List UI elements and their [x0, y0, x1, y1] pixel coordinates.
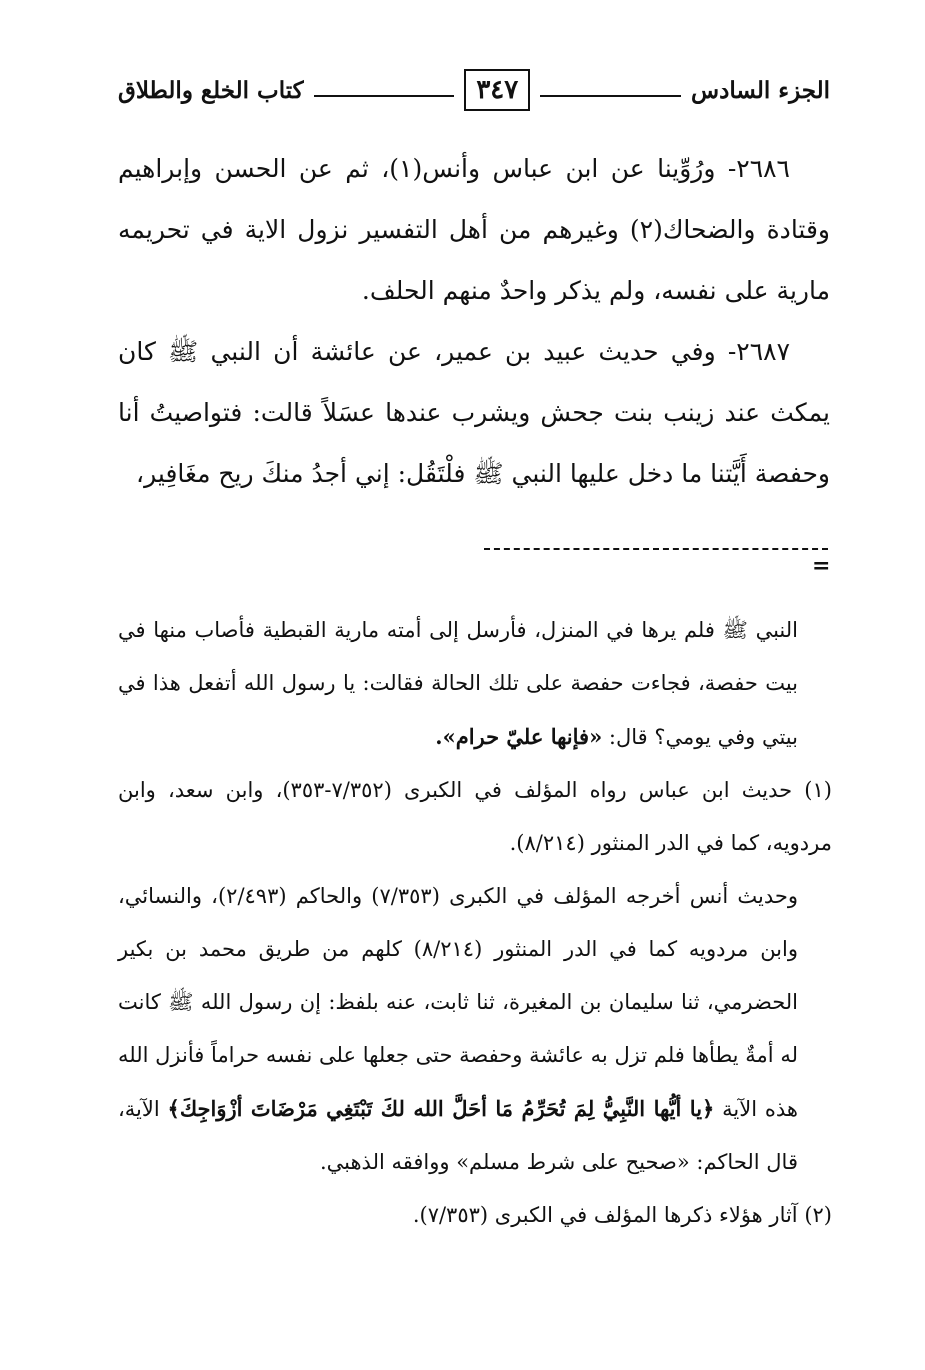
- footnote-separator: [484, 548, 828, 550]
- paragraph-2687: ٢٦٨٧- وفي حديث عبيد بن عمير، عن عائشة أن النبي ﷺ كان يمكث عند زينب بنت جحش ويشرب عندها عسَلاً قالت: فتواصيتُ أنا وحفصة أَيَّتنا ما دخل عليها النبي ﷺ فلْتَقُل: إني أجدُ منكَ ريح مغَافِير،: [118, 337, 830, 488]
- main-text: [118, 138, 830, 504]
- paragraph-2686: ٢٦٨٦- ورُوِّينا عن ابن عباس وأنس(١)، ثم عن الحسن وإبراهيم وقتادة والضحاك(٢) وغيرهم من أهل التفسير نزول الاية في تحريمه مارية على نفسه، ولم يذكر واحدٌ منهم الحلف.: [118, 154, 831, 305]
- chapter-title: كتاب الخلع والطلاق: [117, 76, 304, 104]
- page-number: ٣٤٧: [464, 69, 530, 111]
- footnote-1-text: وحديث أنس أخرجه المؤلف في الكبرى (٧/٣٥٣) والحاكم (٢/٤٩٣)، والنسائي، وابن مردويه كما في الدر المنثور (٨/٢١٤) كلهم من طريق محمد بن بكير الحضرمي، ثنا سليمان بن المغيرة، ثنا ثابت، عنه بلفظ: إن رسول الله ﷺ كانت له أمةٌ يطأها فلم تزل به عائشة وحفصة حتى جعلها على نفسه حراماً فأنزل الله هذه الآية: [118, 884, 798, 1121]
- footnote-1-tail: الآية، قال الحاكم: «صحيح على شرط مسلم» ووافقه الذهبي.: [118, 1097, 798, 1174]
- footnotes: [118, 604, 832, 1242]
- header-rule-left: [314, 95, 455, 97]
- quran-verse: ﴿يا أيُّها النَّبِيُّ لِمَ تُحَرِّمُ مَا أحَلَّ الله لكَ تَبْتَغِي مَرْضَاتَ أزْوَاجِكَ﴾: [167, 1096, 715, 1121]
- continuation-mark: =: [812, 553, 831, 579]
- running-header: [118, 62, 830, 118]
- continuation-quote: «فإنها عليّ حرام».: [435, 724, 603, 749]
- header-rule-right: [540, 95, 681, 97]
- footnote-continuation: [118, 604, 832, 764]
- volume-title: الجزء السادس: [691, 76, 830, 104]
- continuation-text: النبي ﷺ فلم يرها في المنزل، فأرسل إلى أمته مارية القبطية فأصاب منها في بيت حفصة، فجاءت حفصة على تلك الحالة فقالت: يا رسول الله أتفعل هذا في بيتي وفي يومي؟ قال:: [118, 618, 798, 749]
- footnote-1-continued: [118, 870, 832, 1189]
- footnote-2: (٢) آثار هؤلاء ذكرها المؤلف في الكبرى (٧/٣٥٣).: [412, 1203, 832, 1227]
- footnote-1: (١) حديث ابن عباس رواه المؤلف في الكبرى (٧/٣٥٢-٣٥٣)، وابن سعد، وابن مردويه، كما في الدر المنثور (٨/٢١٤).: [118, 778, 832, 855]
